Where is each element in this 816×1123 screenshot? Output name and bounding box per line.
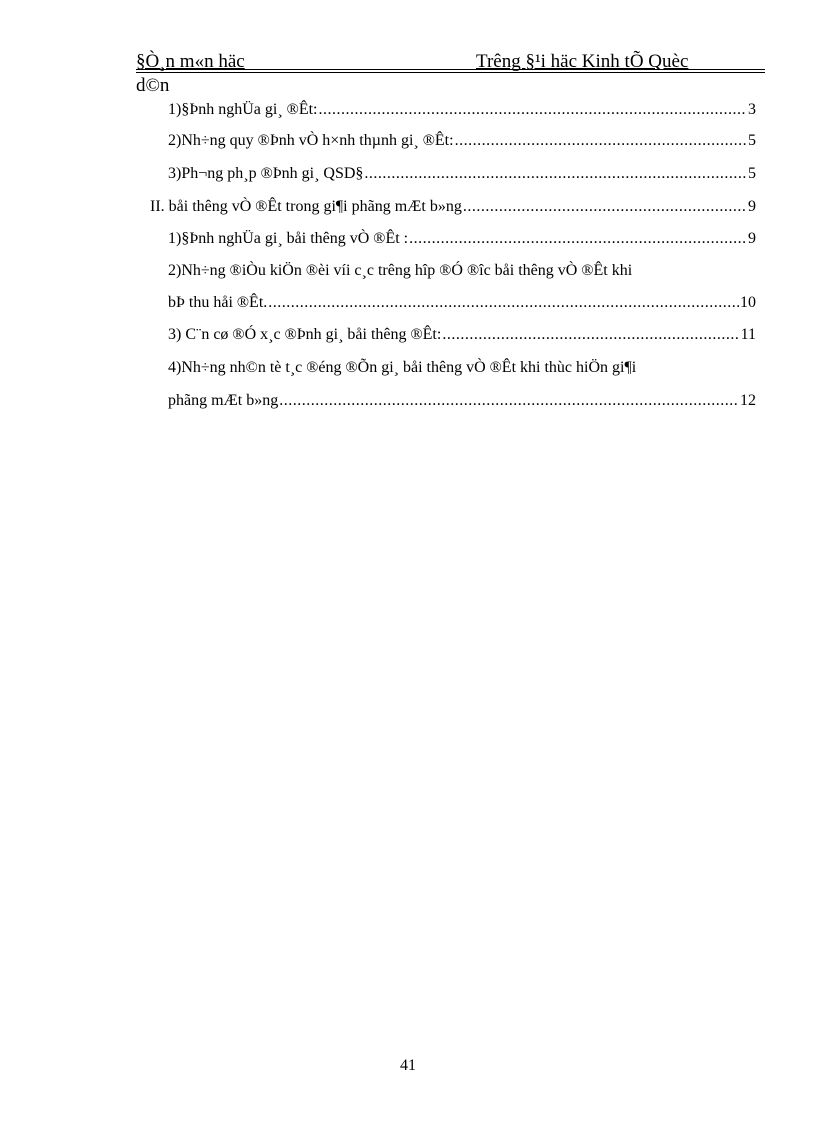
header-course-title: §Ò¸n m«n häc xyxy=(136,51,245,72)
toc-entry-text: 1)§Þnh nghÜa gi¸ båi thêng vÒ ®Êt : xyxy=(168,230,409,247)
toc-leader xyxy=(442,325,739,345)
toc-entry-text: bÞ thu håi ®Êt. xyxy=(168,294,268,311)
toc-entry-8-line-1: 4)Nh÷ng nh©n tè t¸c ®éng ®Õn gi¸ båi thêng vÒ ®Êt khi thùc hiÖn gi¶i xyxy=(168,359,637,376)
toc-leader xyxy=(455,131,747,151)
toc-entry-3 xyxy=(168,164,756,184)
toc-entry-1 xyxy=(168,100,756,120)
page-number: 41 xyxy=(400,1057,416,1074)
header-continuation: d©n xyxy=(136,75,170,96)
toc-entry-8-line-2 xyxy=(168,391,756,411)
header-university-name: Trêng §¹i häc Kinh tÕ Quèc xyxy=(476,51,689,72)
toc-page-number: 9 xyxy=(748,230,756,247)
toc-section-2 xyxy=(150,197,756,217)
toc-page-number: 11 xyxy=(740,326,756,343)
toc-entry-2 xyxy=(168,131,756,151)
toc-leader xyxy=(279,391,739,411)
header-rule-double xyxy=(136,72,765,73)
toc-entry-text: 3)Ph¬ng ph¸p ®Þnh gi¸ QSD§ xyxy=(168,165,364,182)
toc-entry-text: 3) C¨n cø ®Ó x¸c ®Þnh gi¸ båi thêng ®Êt: xyxy=(168,326,442,343)
toc-entry-5 xyxy=(168,229,756,249)
toc-page-number: 12 xyxy=(740,392,756,409)
toc-entry-6-line-1: 2)Nh÷ng ®iÒu kiÖn ®èi víi c¸c trêng hîp ®Ó ®îc båi thêng vÒ ®Êt khi xyxy=(168,262,633,279)
toc-entry-6-line-2 xyxy=(168,293,756,313)
page-header xyxy=(136,50,764,74)
toc-entry-text: 2)Nh÷ng quy ®Þnh vÒ h×nh thµnh gi¸ ®Êt: xyxy=(168,132,454,149)
toc-entry-7 xyxy=(168,325,756,345)
toc-entry-text: phãng mÆt b»ng xyxy=(168,392,279,409)
toc-leader xyxy=(268,293,739,313)
toc-page-number: 3 xyxy=(748,101,756,118)
toc-entry-text: II. båi thêng vÒ ®Êt trong gi¶i phãng mÆt b»ng xyxy=(150,198,462,215)
toc-leader xyxy=(364,164,747,184)
toc-leader xyxy=(409,229,747,249)
toc-page-number: 5 xyxy=(748,132,756,149)
toc-page-number: 10 xyxy=(740,294,756,311)
header-rule xyxy=(136,69,765,70)
toc-leader xyxy=(318,100,747,120)
toc-page-number: 5 xyxy=(748,165,756,182)
toc-page-number: 9 xyxy=(748,198,756,215)
toc-leader xyxy=(463,197,747,217)
toc-entry-text: 1)§Þnh nghÜa gi¸ ®Êt: xyxy=(168,101,318,118)
